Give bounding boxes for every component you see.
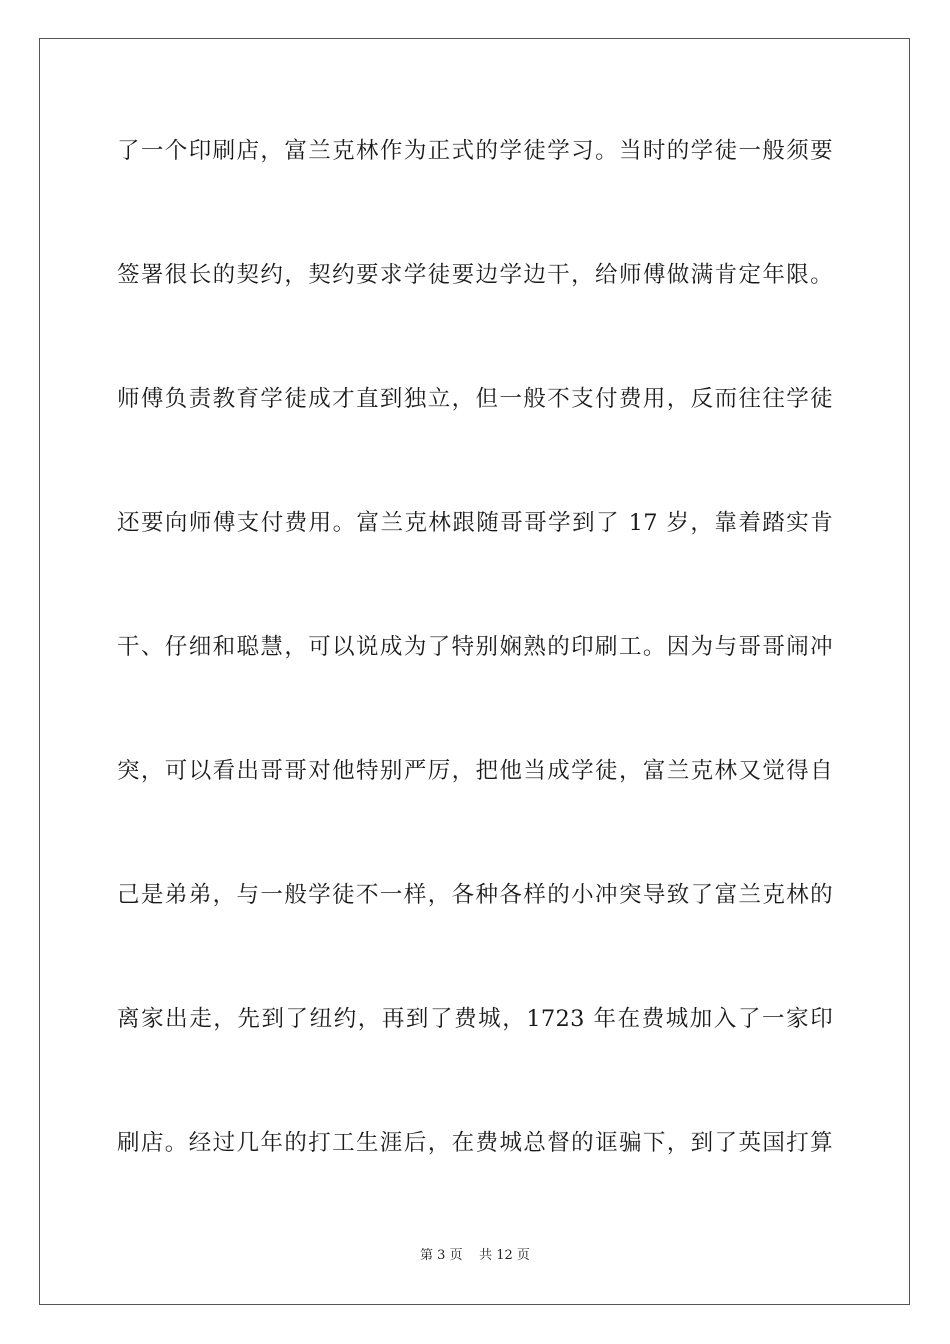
text-line-2: 签署很长的契约，契约要求学徒要边学边干，给师傅做满肯定年限。 xyxy=(117,262,833,288)
page-total: 共 12 页 xyxy=(479,1248,530,1263)
footer-gap xyxy=(463,1248,480,1263)
text-line-6: 突，可以看出哥哥对他特别严厉，把他当成学徒，富兰克林又觉得自 xyxy=(117,758,833,784)
text-line-8: 离家出走，先到了纽约，再到了费城，1723 年在费城加入了一家印 xyxy=(117,1006,833,1032)
text-line-9: 刷店。经过几年的打工生涯后，在费城总督的诓骗下，到了英国打算 xyxy=(117,1130,833,1156)
text-line-7: 己是弟弟，与一般学徒不一样，各种各样的小冲突导致了富兰克林的 xyxy=(117,882,833,908)
page-footer xyxy=(0,1246,950,1266)
text-line-5: 干、仔细和聪慧，可以说成为了特别娴熟的印刷工。因为与哥哥闹冲 xyxy=(117,634,833,660)
page-number: 第 3 页 xyxy=(420,1248,463,1263)
text-line-1: 了一个印刷店，富兰克林作为正式的学徒学习。当时的学徒一般须要 xyxy=(117,138,833,164)
text-line-3: 师傅负责教育学徒成才直到独立，但一般不支付费用，反而往往学徒 xyxy=(117,386,833,412)
text-line-4: 还要向师傅支付费用。富兰克林跟随哥哥学到了 17 岁，靠着踏实肯 xyxy=(117,510,833,536)
body-text xyxy=(117,125,833,1241)
